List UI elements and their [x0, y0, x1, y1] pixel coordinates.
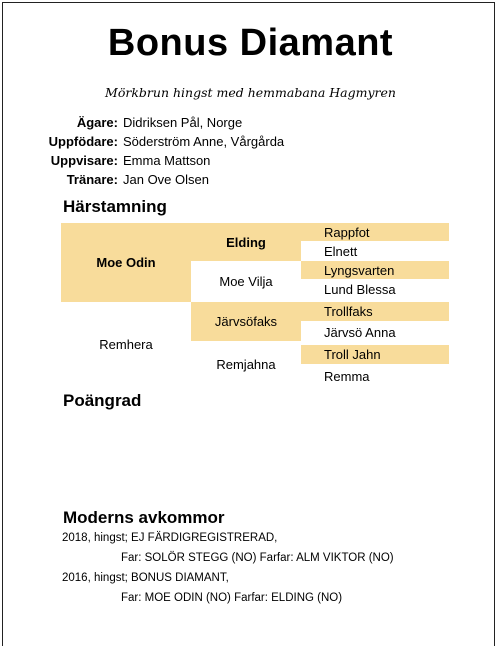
offspring-entry-parents: Far: SOLÖR STEGG (NO) Farfar: ALM VIKTOR (NO): [121, 552, 394, 564]
horse-description: Mörkbrun hingst med hemmabana Hagmyren: [105, 85, 396, 100]
info-label: Uppvisare:: [50, 153, 118, 168]
pedigree-heading: Härstamning: [63, 197, 167, 216]
info-row-exhibitor: [0, 152, 501, 170]
horse-name: Bonus Diamant: [107, 22, 394, 64]
pedigree-great-5: Trollfaks: [301, 302, 449, 321]
pedigree-sire-sire: Elding: [191, 223, 301, 261]
pedigree-dam: Remhera: [99, 337, 153, 352]
pedigree-great-6: Järvsö Anna: [324, 324, 396, 340]
info-value: Jan Ove Olsen: [123, 172, 209, 187]
pedigree-great-7: Troll Jahn: [301, 345, 449, 364]
info-row-breeder: [0, 133, 501, 151]
info-label: Ägare:: [76, 115, 118, 130]
offspring-entry-line: 2018, hingst; EJ FÄRDIGREGISTRERAD,: [62, 532, 278, 544]
info-value: Didriksen Pål, Norge: [123, 115, 243, 130]
offspring-entry-parents: Far: MOE ODIN (NO) Farfar: ELDING (NO): [121, 592, 343, 604]
offspring-heading: Moderns avkommor: [63, 508, 225, 527]
pedigree-great-2: Elnett: [324, 243, 358, 259]
pedigree-dam-dam: Remjahna: [216, 356, 276, 372]
pedigree-sire: Moe Odin: [61, 223, 191, 302]
pedigree-great-4: Lund Blessa: [324, 281, 396, 297]
info-value: Söderström Anne, Vårgårda: [123, 134, 285, 149]
info-label: Uppfödare:: [48, 134, 118, 149]
info-label: Tränare:: [66, 172, 118, 187]
info-row-owner: [0, 114, 501, 132]
pedigree-sire-dam: Moe Vilja: [219, 274, 273, 289]
offspring-entry-line: 2016, hingst; BONUS DIAMANT,: [62, 572, 229, 584]
info-row-trainer: [0, 171, 501, 189]
info-value: Emma Mattson: [123, 153, 211, 168]
points-heading: Poängrad: [63, 391, 142, 410]
pedigree-great-3: Lyngsvarten: [301, 261, 449, 279]
pedigree-great-8: Remma: [324, 369, 370, 384]
pedigree-great-1: Rappfot: [301, 223, 449, 241]
pedigree-dam-sire: Järvsöfaks: [191, 302, 301, 341]
